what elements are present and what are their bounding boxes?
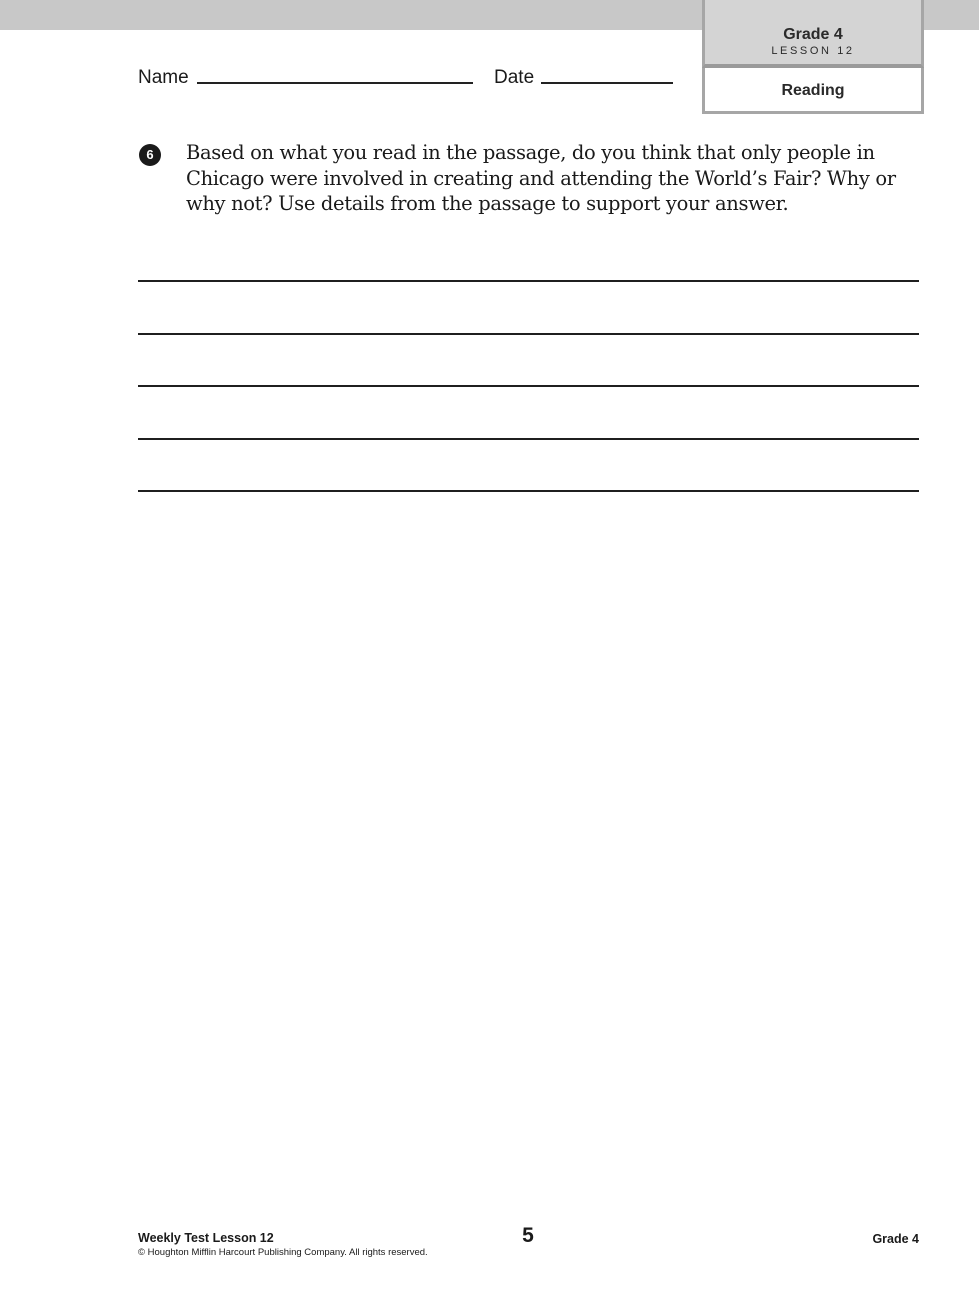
question-number-badge: 6 [139, 144, 161, 166]
date-label: Date [494, 67, 535, 88]
grade-label: Grade 4 [783, 26, 843, 43]
subject-tab [702, 68, 924, 114]
name-label: Name [138, 67, 189, 88]
copyright-notice: © Houghton Mifflin Harcourt Publishing Company. All rights reserved. [138, 1247, 428, 1258]
lesson-label: LESSON 12 [771, 45, 855, 57]
footer-left [138, 1231, 428, 1258]
question-prompt: Based on what you read in the passage, do you think that only people in Chicago were involved in creating and attending the World’s Fair? Why or why not? Use details from the passage to support your answer. [186, 141, 896, 215]
answer-line[interactable] [138, 490, 919, 492]
footer-grade: Grade 4 [872, 1232, 919, 1246]
subject-label: Reading [781, 82, 845, 99]
answer-line[interactable] [138, 438, 919, 440]
footer-title: Weekly Test Lesson 12 [138, 1231, 274, 1245]
answer-line[interactable] [138, 280, 919, 282]
answer-area[interactable] [138, 280, 919, 543]
date-field[interactable] [541, 82, 673, 84]
grade-lesson-tab [702, 0, 924, 68]
answer-line[interactable] [138, 333, 919, 335]
name-field[interactable] [197, 82, 473, 84]
answer-line[interactable] [138, 385, 919, 387]
page-number: 5 [522, 1224, 534, 1247]
